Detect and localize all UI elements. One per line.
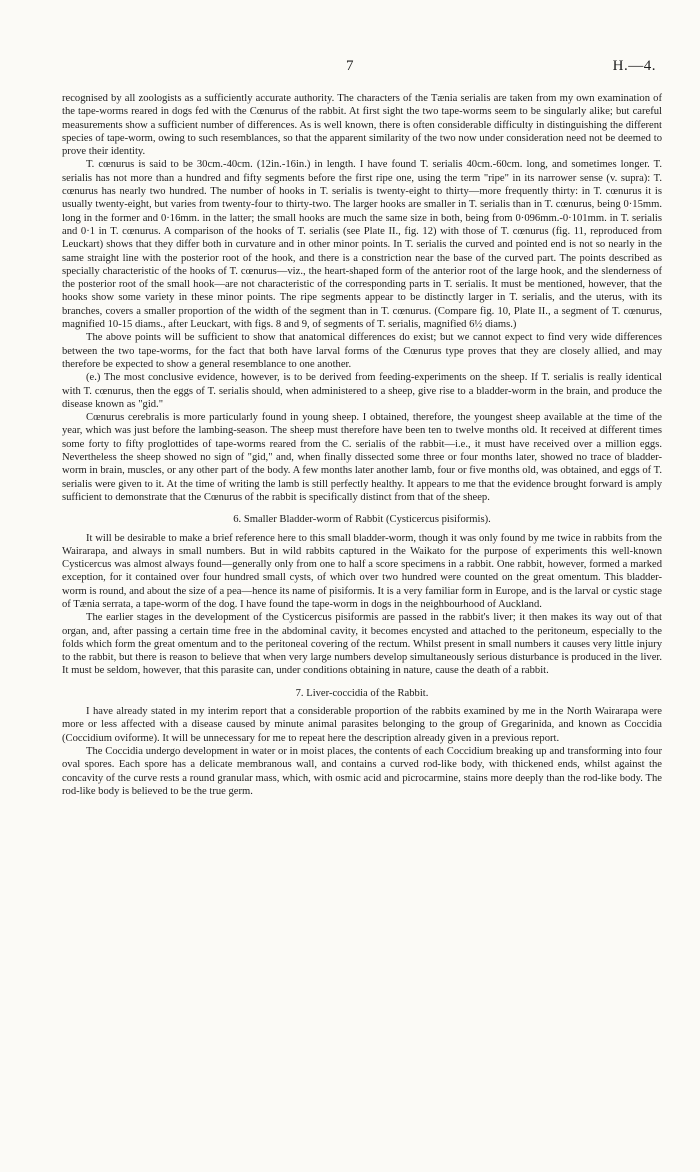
page-body xyxy=(62,92,662,798)
document-reference: H.—4. xyxy=(612,58,656,74)
page-number: 7 xyxy=(346,58,354,74)
paragraph-identity: recognised by all zoologists as a sufficiently accurate authority. The characters of the Tænia serialis are taken from my own examination of the tape-worms reared in dogs fed with the Cœnurus of the rabbit. At first sight the two tape-worms seem to be singularly alike; but careful measurements show a sufficient number of differences. As is well known, there is often considerable difficulty in distinguishing the different species of tape-worm, owing to such resemblances, so that the apparent similarity of the two now under consideration need not be deemed to prove their identity. xyxy=(62,93,662,158)
paragraph-cysticercus-development: The earlier stages in the development of the Cysticercus pisiformis are passed in the rabbit's liver; it then makes its way out of that organ, and, after passing a certain time free in the abdominal cavity, it becomes encysted and attached to the peritoneum, especially to the folds which form the great omentum and to the peritoneal covering of the rectum. Whilst present in small numbers it causes very little injury to the rabbit, but there is reason to believe that when very large numbers develop simultaneously serious disturbance is produced in the liver. It must be seldom, however, that this parasite can, under conditions obtaining in nature, cause the death of a rabbit. xyxy=(62,612,662,677)
paragraph-measurements: T. cœnurus is said to be 30cm.-40cm. (12in.-16in.) in length. I have found T. serialis 40cm.-60cm. long, and sometimes longer. T. serialis has not more than a hundred and fifty segments before the first ripe one, using the term "ripe" in its narrower sense (v. supra): T. cœnurus has nearly two hundred. The number of hooks in T. serialis is twenty-eight to thirty—more frequently thirty: in T. cœnurus it is usually twenty-eight, but varies from twenty-four to thirty-two. The larger hooks are smaller in T. serialis than in T. cœnurus, being 0·15mm. long in the former and 0·16mm. in the latter; the small hooks are much the same size in both, being from 0·096mm.-0·101mm. in T. serialis and 0·1 in T. cœnurus. A comparison of the hooks of T. serialis (see Plate II., fig. 12) with those of T. cœnurus (fig. 11, reproduced from Leuckart) shows that they differ both in curvature and in other minor points. In T. serialis the curved and pointed end is not so nearly in the same straight line with the posterior root of the hook, and there is a constriction near the base of the curved part. The points described as specially characteristic of the hooks of T. cœnurus—viz., the heart-shaped form of the anterior root of the large hook, and the slenderness of the posterior root of the small hook—are not characteristic of the corresponding parts in T. serialis. It must be mentioned, however, that the hooks show some variety in these minor points. The ripe segments appear to be distinctly larger in T. serialis, and the uterus, with its branches, covers a smaller proportion of the width of the segment than in T. cœnurus. (Compare fig. 10, Plate II., a segment of T. cœnurus, magnified 10-15 diams., after Leuckart, with figs. 8 and 9, of segments of T. serialis, magnified 6½ diams.) xyxy=(62,159,662,331)
paragraph-anatomical-differences: The above points will be sufficient to show that anatomical differences do exist; but we cannot expect to find very wide differences between the two tape-worms, for the fact that both have larval forms of the Cœnurus type proves that they are closely allied, and may therefore be expected to show a general resemblance to one another. xyxy=(62,332,662,370)
paragraph-coccidia-development: The Coccidia undergo development in water or in moist places, the contents of each Coccidium breaking up and transforming into four oval spores. Each spore has a delicate membranous wall, and contains a curved rod-like body, with thickened ends, whilst against the concavity of the curve rests a round granular mass, which, with osmic acid and picrocarmine, stains more deeply than the rod-like body. The rod-like body is believed to be the true germ. xyxy=(62,745,662,797)
paragraph-sheep-experiment: Cœnurus cerebralis is more particularly found in young sheep. I obtained, therefore, the youngest sheep available at the time of the year, which was just before the lambing-season. The sheep must therefore have been ten to twelve months old. It received at different times some forty to fifty proglottides of tape-worms reared from the C. serialis of the rabbit—i.e., it must have received over a million eggs. Nevertheless the sheep showed no sign of "gid," and, when finally dissected some three or four months later, showed no trace of bladder-worm in brain, muscles, or any other part of the body. A few months later another lamb, four or five months old, was obtained, and eggs of T. serialis were given to it. At the time of writing the lamb is still perfectly healthy. It appears to me that the evidence brought forward is amply sufficient to demonstrate that the Cœnurus of the rabbit is specifically distinct from that of the sheep. xyxy=(62,412,662,503)
page-header xyxy=(0,58,700,78)
section-heading-liver-coccidia: 7. Liver-coccidia of the Rabbit. xyxy=(295,687,429,699)
section-heading-bladder-worm: 6. Smaller Bladder-worm of Rabbit (Cysticercus pisiformis). xyxy=(233,514,491,526)
paragraph-bladder-worm: It will be desirable to make a brief reference here to this small bladder-worm, though it was only found by me twice in rabbits from the Wairarapa, and always in small numbers. But in wild rabbits captured in the Waikato for the purpose of experiments this well-known Cysticercus was almost always found—generally only from one to half a score specimens in a rabbit. One rabbit, however, formed a marked exception, for it contained over four hundred small cysts, of which over two hundred were counted on the great omentum. This bladder-worm is round, and about the size of a pea—hence its name of pisiformis. It is a very familiar form in Europe, and is the larval or cystic stage of Tænia serrata, a tape-worm of the dog. I have found the tape-worm in dogs in the neighbourhood of Auckland. xyxy=(62,532,662,610)
paragraph-feeding-experiments: (e.) The most conclusive evidence, however, is to be derived from feeding-experiments on the sheep. If T. serialis is really identical with T. cœnurus, then the eggs of T. serialis should, when administered to a sheep, give rise to a bladder-worm in the brain, and produce the disease known as "gid." xyxy=(62,372,662,410)
paragraph-coccidia-report: I have already stated in my interim report that a considerable proportion of the rabbits examined by me in the North Wairarapa were more or less affected with a disease caused by minute animal parasites belonging to the group of Gregarinida, and known as Coccidia (Coccidium oviforme). It will be unnecessary for me to repeat here the description already given in a previous report. xyxy=(62,706,662,744)
